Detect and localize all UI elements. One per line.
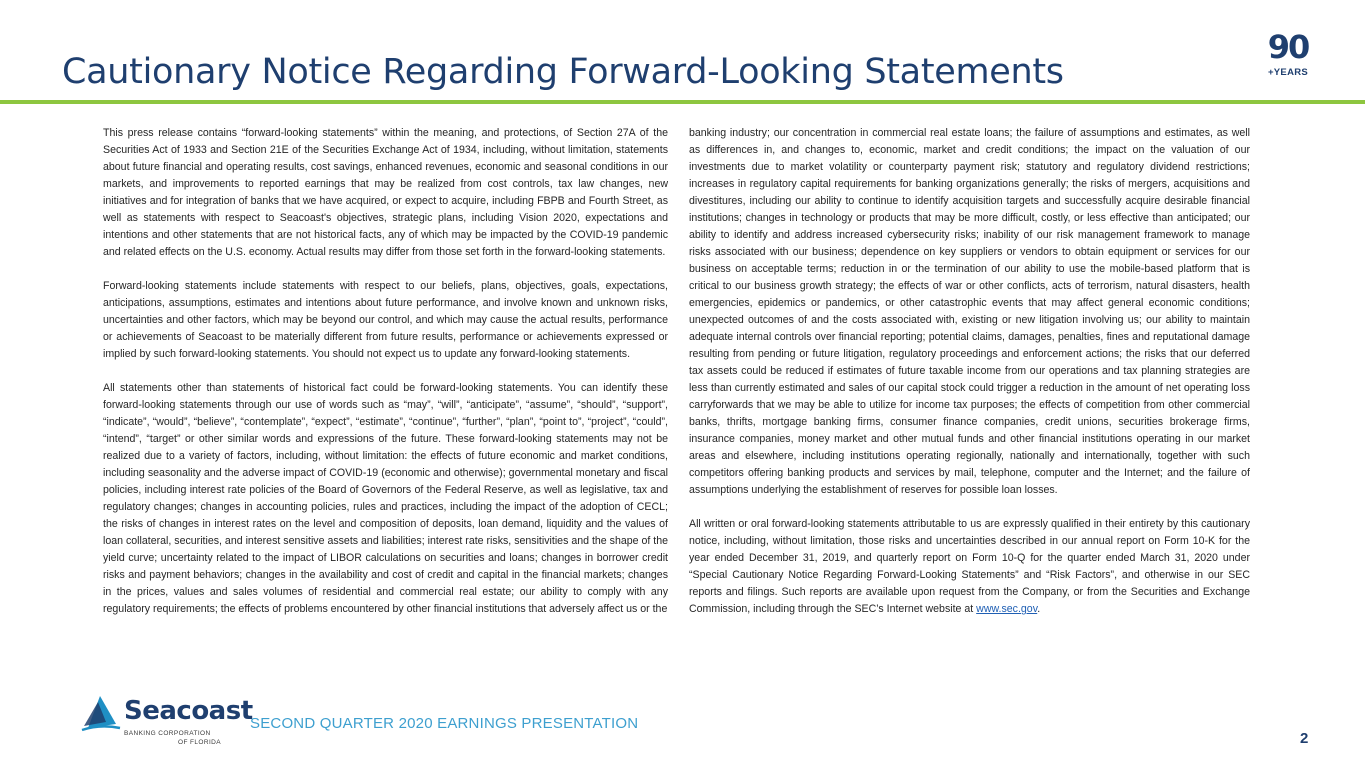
page-title: Cautionary Notice Regarding Forward-Looking Statements (62, 52, 1064, 92)
badge-number: 90 (1267, 28, 1309, 66)
paragraph: Forward-looking statements include statements with respect to our beliefs, plans, objectives, goals, expectations, anticipations, assumptions, estimates and intentions about future performance, and involve known and unknown risks, uncertainties and other factors, which may be beyond our control, and which may cause the actual results, performance or achievements of Seacoast to be materially different from future results, performance or achievements expressed or implied by such forward-looking statements. You should not expect us to update any forward-looking statements. (103, 280, 668, 360)
paragraph-text: All written or oral forward-looking statements attributable to us are expressly qualified in their entirety by this cautionary notice, including, without limitation, those risks and uncertainties described in our annual report on Form 10-K for the year ended December 31, 2019, and quarterly report on Form 10-Q for the quarter ended March 31, 2020 under “Special Cautionary Notice Regarding Forward-Looking Statements” and “Risk Factors”, and otherwise in our SEC reports and filings. Such reports are available upon request from the Company, or from the Securities and Exchange Commission, including through the SEC’s Internet website at (689, 518, 1250, 615)
logo-subtitle-line2: OF FLORIDA (178, 739, 222, 746)
sec-website-link[interactable]: www.sec.gov (976, 603, 1038, 615)
paragraph: banking industry; our concentration in commercial real estate loans; the failure of assumptions and estimates, as well as differences in, and changes to, economic, market and credit conditions; the impact on the valuation of our investments due to market volatility or counterparty payment risk; statutory and regulatory dividend restrictions; increases in regulatory capital requirements for banking organizations generally; the risks of mergers, acquisitions and divestitures, including our ability to continue to identify acquisition targets and successfully acquire desirable financial institutions; changes in technology or products that may be more difficult, costly, or less effective than anticipated; our ability to identify and address increased cybersecurity risks; inability of our risk management framework to manage risks associated with our business; dependence on key suppliers or vendors to obtain equipment or services for our business on acceptable terms; reduction in or the termination of our ability to use the mobile-based platform that is critical to our business growth strategy; the effects of war or other conflicts, acts of terrorism, natural disasters, health emergencies, epidemics or pandemics, or other catastrophic events that may affect general economic conditions; unexpected outcomes of and the costs associated with, existing or new litigation involving us; our ability to maintain adequate internal controls over financial reporting; potential claims, damages, penalties, fines and reputational damage resulting from pending or future litigation, regulatory proceedings and enforcement actions; the risks that our deferred tax assets could be reduced if estimates of future taxable income from our operations and tax planning strategies are less than currently estimated and sales of our capital stock could trigger a reduction in the amount of net operating loss carryforwards that we may be able to utilize for income tax purposes; the effects of competition from other commercial banks, thrifts, mortgage banking firms, consumer finance companies, credit unions, securities brokerage firms, insurance companies, money market and other mutual funds and other financial institutions operating in our market areas and elsewhere, including institutions operating regionally, nationally and internationally, together with such competitors offering banking products and services by mail, telephone, computer and the Internet; and the failure of assumptions underlying the establishment of reserves for possible loan losses. (689, 127, 1250, 496)
sail-icon (80, 694, 122, 736)
paragraph-closing (689, 516, 1250, 618)
link-suffix: . (1037, 603, 1041, 615)
logo-wordmark: Seacoast (124, 696, 253, 726)
left-column (103, 125, 668, 635)
logo-subtitle: BANKING CORPORATION (124, 730, 211, 737)
presentation-title: SECOND QUARTER 2020 EARNINGS PRESENTATION (250, 715, 639, 732)
page-number: 2 (1300, 730, 1309, 747)
paragraph: This press release contains “forward-looking statements” within the meaning, and protections, of Section 27A of the Securities Act of 1933 and Section 21E of the Securities Exchange Act of 1934, including, without limitation, statements about future financial and operating results, cost savings, enhanced revenues, economic and seasonal conditions in our markets, and improvements to reported earnings that may be realized from cost controls, tax law changes, new initiatives and for integration of banks that we have acquired, or expect to acquire, including FBPB and Fourth Street, as well as statements with respect to Seacoast's objectives, strategic plans, including Vision 2020, expectations and intentions and other statements that are not historical facts, any of which may be impacted by the COVID-19 pandemic and related effects on the U.S. economy. Actual results may differ from those set forth in the forward-looking statements. (103, 127, 668, 258)
title-divider (0, 100, 1365, 104)
paragraph: All statements other than statements of historical fact could be forward-looking statements. You can identify these forward-looking statements through our use of words such as “may”, “will”, “anticipate”, “assume”, “should”, “support”, “indicate”, “would”, “believe”, “contemplate”, “expect”, “estimate”, “continue”, “further”, “plan”, “point to”, “project”, “could”, “intend”, “target” or other similar words and expressions of the future. These forward-looking statements may not be realized due to a variety of factors, including, without limitation: the effects of future economic and market conditions, including seasonality and the adverse impact of COVID-19 (economic and otherwise); governmental monetary and fiscal policies, including interest rate policies of the Board of Governors of the Federal Reserve, as well as legislative, tax and regulatory changes; changes in accounting policies, rules and practices, including the impact of the adoption of CECL; the risks of changes in interest rates on the level and composition of deposits, loan demand, liquidity and the values of loan collateral, securities, and interest sensitive assets and liabilities; interest rate risks, sensitivities and the shape of the yield curve; uncertainty related to the impact of LIBOR calculations on securities and loans; changes in borrower credit risks and payment behaviors; changes in the availability and cost of credit and capital in the financial markets; changes in the prices, values and sales volumes of residential and commercial real estate; our ability to comply with any regulatory requirements; the effects of problems encountered by other financial institutions that adversely affect us or the (103, 382, 668, 615)
seacoast-logo (80, 690, 253, 760)
right-column (689, 125, 1250, 635)
badge-text: +YEARS (1267, 67, 1309, 78)
anniversary-badge (1262, 28, 1314, 80)
